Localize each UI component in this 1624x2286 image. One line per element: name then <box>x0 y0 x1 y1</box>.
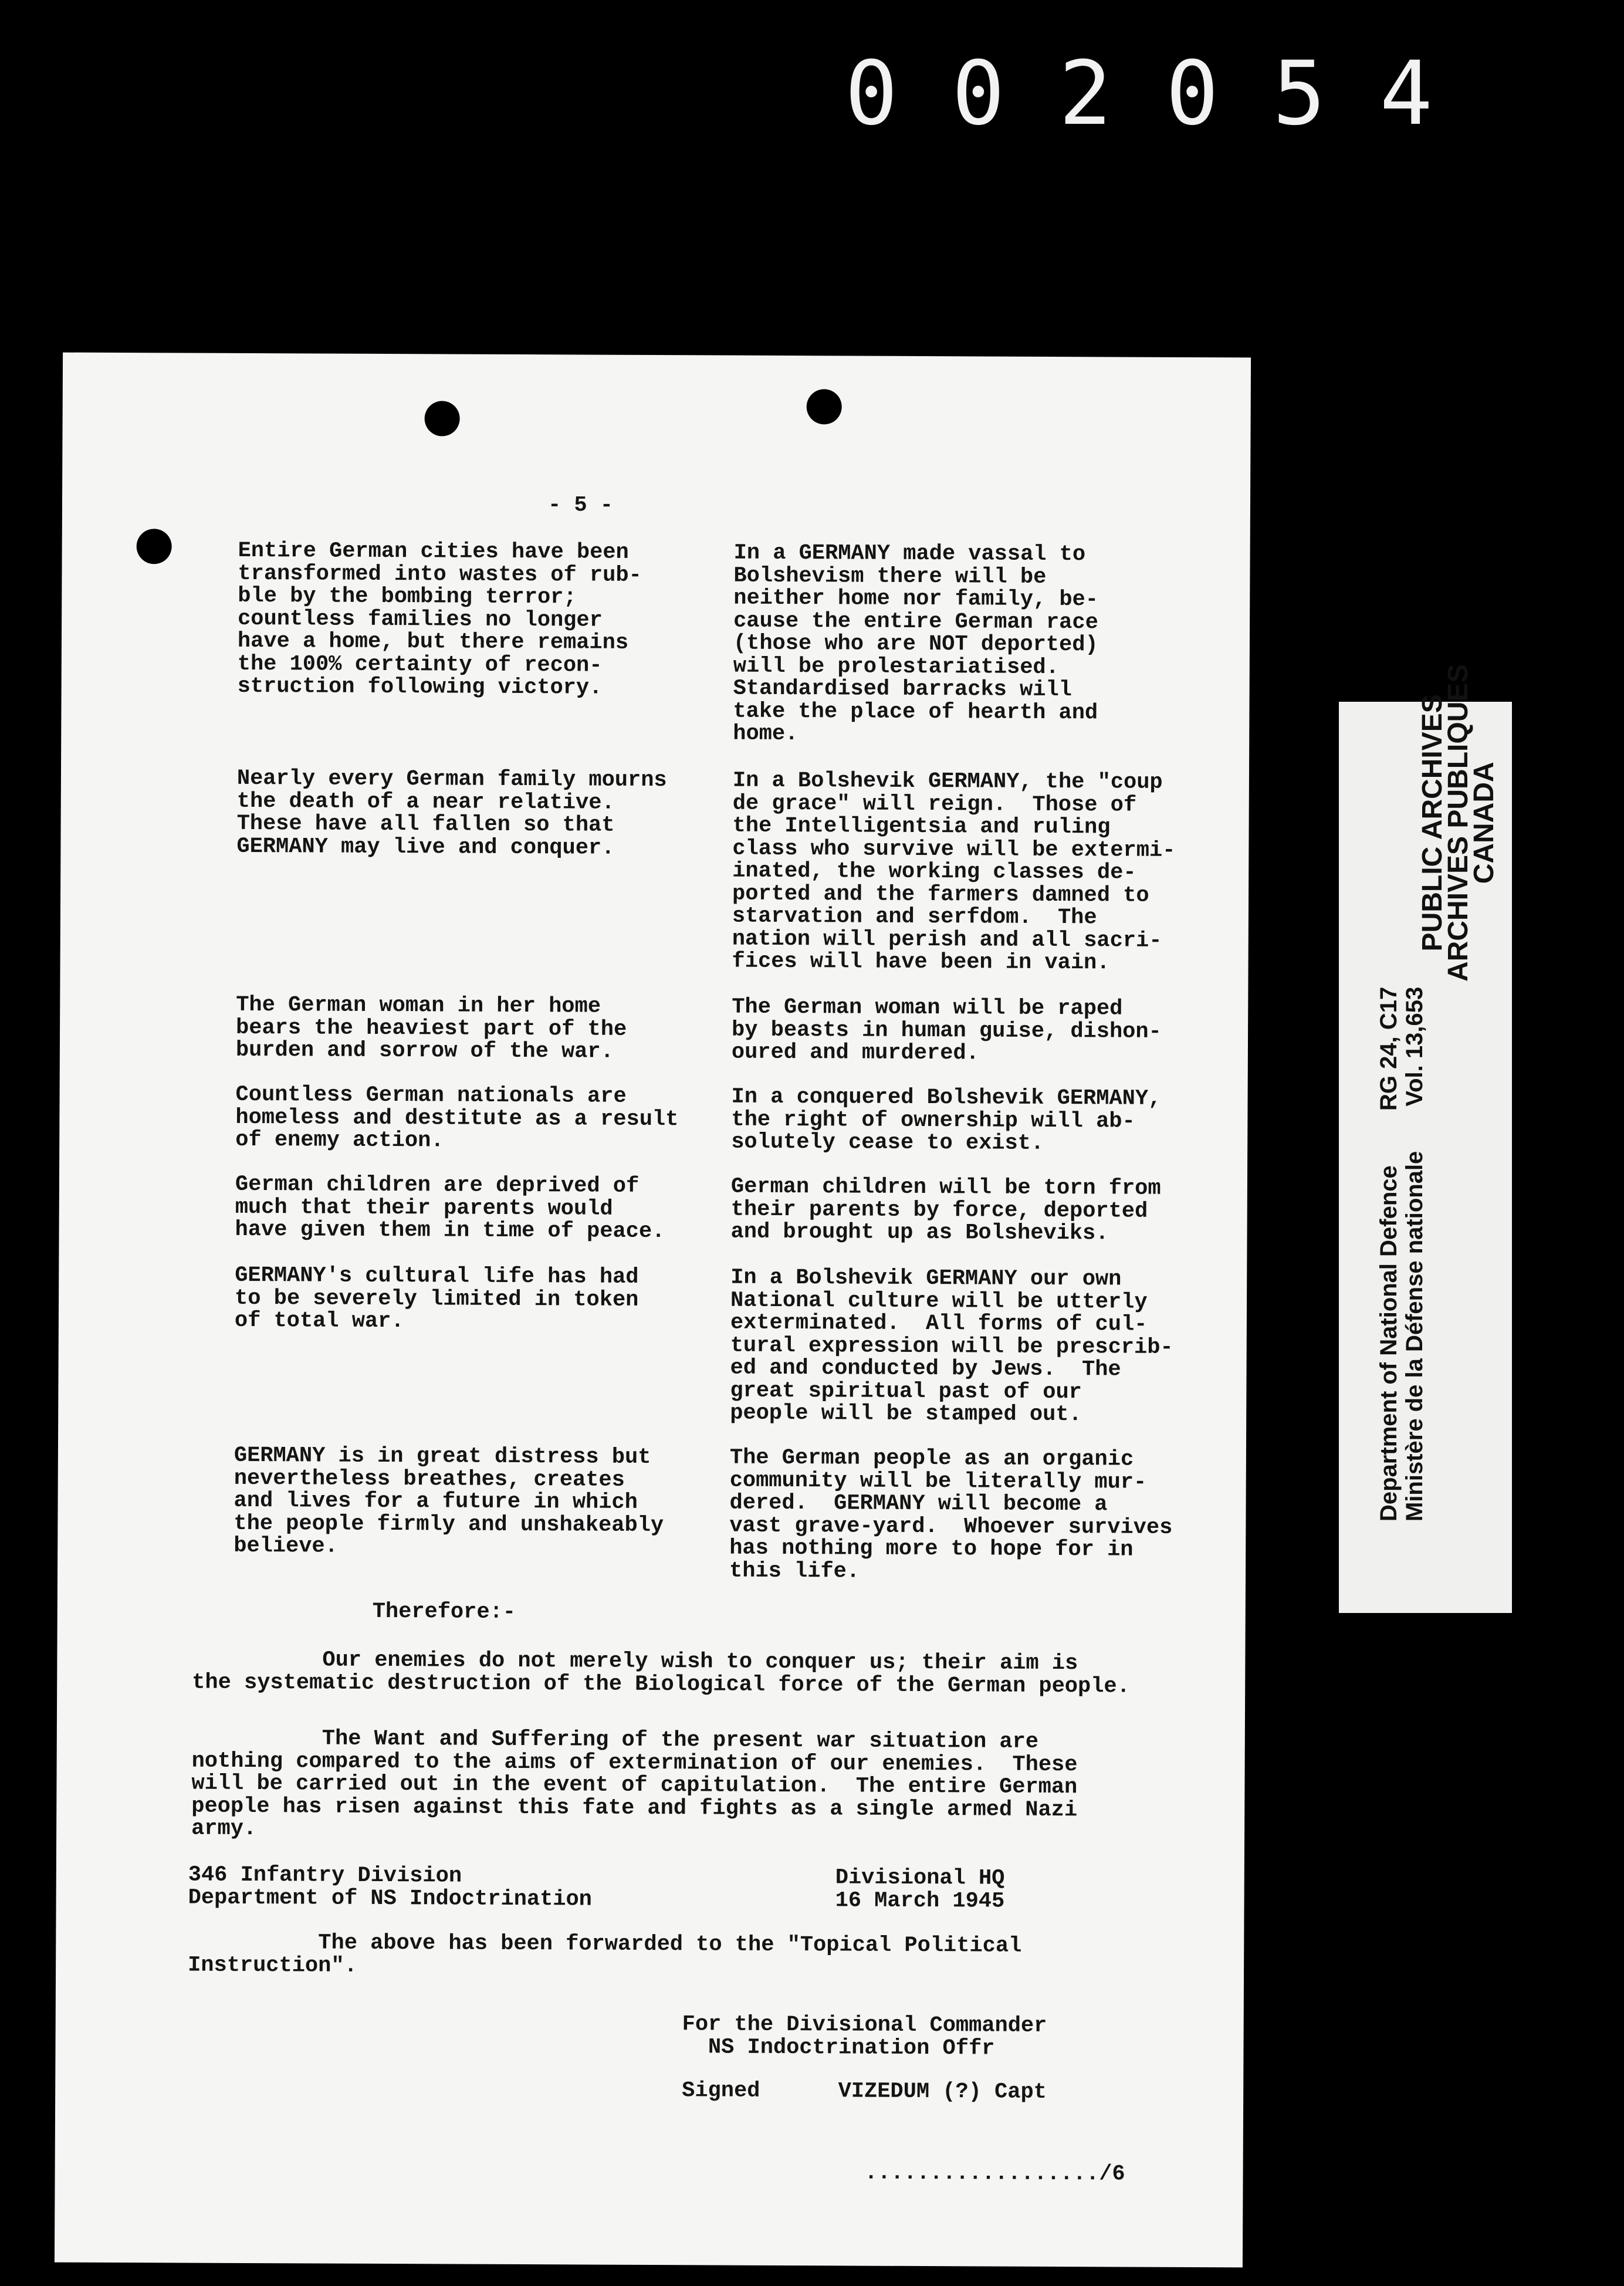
comparison-right: The German people as an organic community will be literally mur- dered. GERMANY will become a vast grave-yard. Whoever survives has nothing more to hope for in this life. <box>729 1445 1173 1584</box>
comparison-left: German children are deprived of much that their parents would have given them in time of peace. <box>235 1172 665 1245</box>
comparison-right: German children will be torn from their parents by force, deported and brought up as Bolsheviks. <box>730 1174 1161 1246</box>
comparison-right: The German woman will be raped by beasts in human guise, dishon- oured and murdered. <box>731 995 1162 1066</box>
comparison-right: In a Bolshevik GERMANY, the "coup de grace" will reign. Those of the Intelligentsia and ruling class who survive will be extermi- inated, the working classes de- ported and the farmers damned to starvation and serfdom. The nation will perish and all sacri- fices will have been in vain. <box>732 768 1176 976</box>
location-date: Divisional HQ 16 March 1945 <box>835 1865 1005 1914</box>
unit-designation: 346 Infantry Division Department of NS Indoctrination <box>188 1862 593 1912</box>
comparison-left: GERMANY's cultural life has had to be severely limited in token of total war. <box>234 1263 639 1334</box>
comparison-left: Countless German nationals are homeless and destitute as a result of enemy action. <box>235 1082 679 1154</box>
signed-line: Signed VIZEDUM (?) Capt <box>682 2078 1047 2105</box>
comparison-right: In a GERMANY made vassal to Bolshevism there will be neither home nor family, be- cause the entire German race (those who are NOT deported) will be prolestariatised. Standardised barracks will take the place of hearth and home. <box>733 540 1099 747</box>
archive-stamp <box>1339 664 1512 1613</box>
punch-hole <box>137 529 172 564</box>
stamp-reference: RG 24, C17 Vol. 13,653 <box>1375 986 1427 1111</box>
therefore-heading: Therefore:- <box>372 1599 516 1625</box>
comparison-right: In a conquered Bolshevik GERMANY, the right of ownership will ab- solutely cease to exist. <box>731 1084 1162 1156</box>
continuation-marker: ................../6 <box>864 2160 1125 2187</box>
document-page <box>55 353 1251 2268</box>
comparison-right: In a Bolshevik GERMANY our own National culture will be utterly exterminated. All forms of cul- tural expression will be prescrib- ed and conducted by Jews. The great spiritual past of our people will be stamped out. <box>730 1265 1173 1428</box>
comparison-left: Nearly every German family mourns the death of a near relative. These have all fallen so that GERMANY may live and conquer. <box>236 766 667 861</box>
punch-hole <box>424 401 459 436</box>
comparison-left: Entire German cities have been transformed into wastes of rub- ble by the bombing terror; countless families no longer have a home, but there remains the 100% certainty of recon- struction following victory. <box>237 538 642 701</box>
comparison-left: The German woman in her home bears the heaviest part of the burden and sorrow of the war. <box>235 992 627 1064</box>
punch-hole <box>807 389 842 424</box>
body-paragraph: Our enemies do not merely wish to conquer us; their aim is the systematic destruction of the Biological force of the German people. <box>192 1647 1130 1699</box>
frame-number: 002054 <box>845 43 1487 145</box>
comparison-left: GERMANY is in great distress but nevertheless breathes, creates and lives for a future in which the people firmly and unshakeably believe. <box>234 1443 664 1559</box>
signature-block: For the Divisional Commander NS Indoctrination Offr <box>682 2012 1047 2061</box>
stamp-department: Department of National Defence Ministère de la Défense nationale <box>1375 1151 1427 1521</box>
stamp-archives-title: PUBLIC ARCHIVES ARCHIVES PUBLIQUES CANADA <box>1416 664 1500 982</box>
forwarding-note: The above has been forwarded to the "Topical Political Instruction". <box>188 1930 1022 1979</box>
body-paragraph: The Want and Suffering of the present war situation are nothing compared to the aims of extermination of our enemies. These will be carried out in the event of capitulation. The entire German people has risen against this fate and fights as a single armed Nazi army. <box>191 1726 1078 1842</box>
page-number: - 5 - <box>547 493 614 518</box>
